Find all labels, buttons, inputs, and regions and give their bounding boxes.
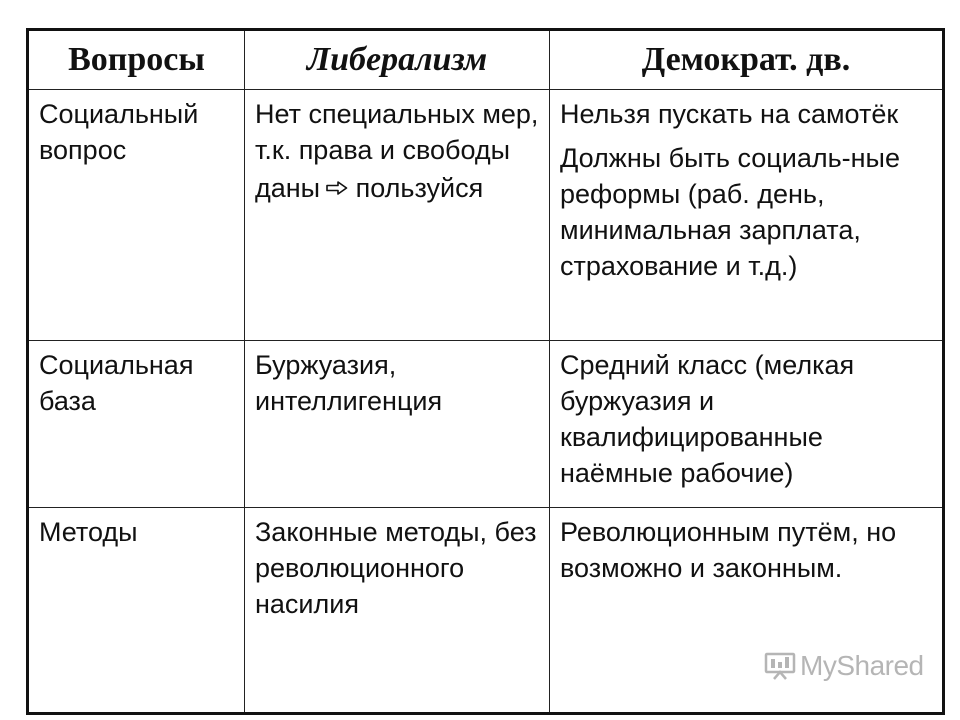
cell-text-part: пользуйся [355,173,484,203]
cell-liberalism [245,508,550,714]
cell-democratic [550,341,944,508]
cell-text: Законные методы, без революционного насилия [255,517,537,619]
cell-question: Социальный вопрос [28,90,245,341]
table-row [28,90,944,341]
cell-democratic [550,508,944,714]
cell-question: Методы [28,508,245,714]
watermark [764,650,924,682]
right-arrow-icon [326,168,348,204]
cell-democratic [550,90,944,341]
cell-liberalism [245,90,550,341]
comparison-table-container [26,28,942,692]
table-row [28,508,944,714]
header-liberalism: Либерализм [245,30,550,90]
cell-question: Социальная база [28,341,245,508]
cell-text: Революционным путём, но возможно и законным. [560,517,897,583]
cell-text: Нельзя пускать на самотёк [560,99,899,129]
cell-text [255,96,539,206]
cell-text: Буржуазия, интеллигенция [255,350,443,416]
cell-text-part: Нет специальных мер, т.к. права и свободы даны [255,99,539,203]
comparison-table [26,28,945,715]
header-democratic: Демократ. дв. [550,30,944,90]
cell-liberalism [245,341,550,508]
table-row [28,341,944,508]
presentation-board-icon [764,651,796,681]
watermark-text: MyShared [800,650,924,681]
cell-text: Должны быть социаль-ные реформы (раб. день, минимальная зарплата, страхование и т.д.) [560,143,900,281]
cell-text: Средний класс (мелкая буржуазия и квалифицированные наёмные рабочие) [560,350,855,488]
header-questions: Вопросы [28,30,245,90]
table-header-row [28,30,944,90]
